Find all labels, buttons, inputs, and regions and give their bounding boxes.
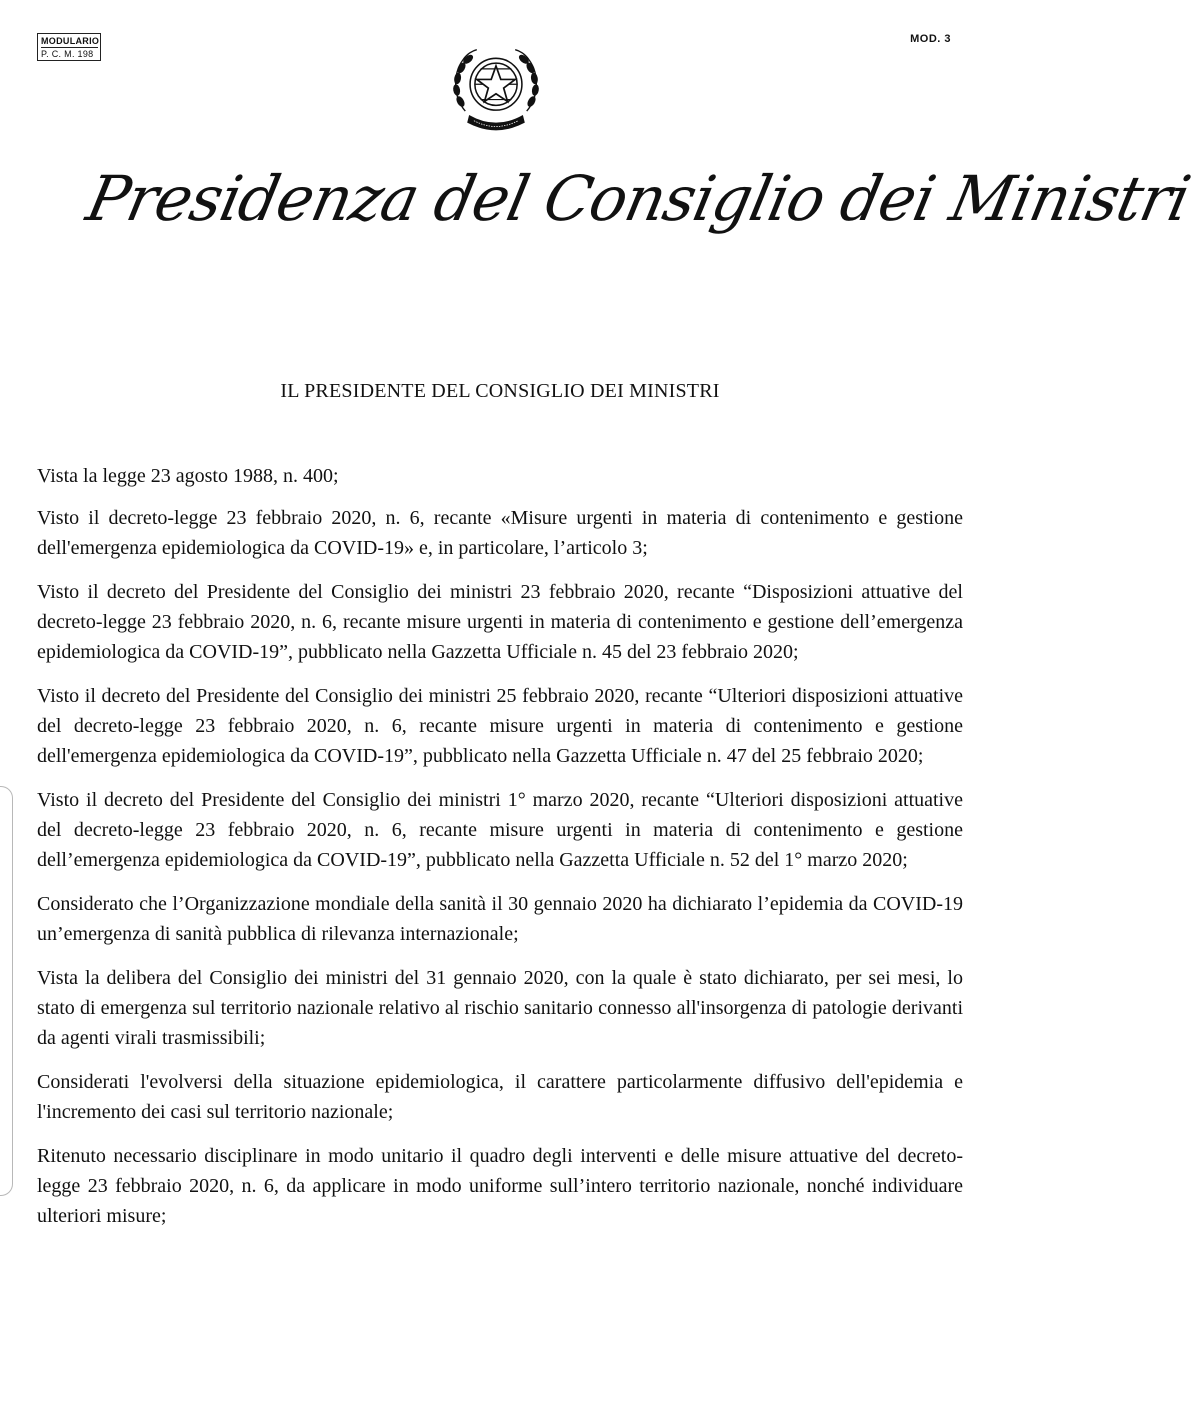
document-title: IL PRESIDENTE DEL CONSIGLIO DEI MINISTRI: [280, 380, 720, 402]
paragraph: Visto il decreto del Presidente del Consiglio dei ministri 25 febbraio 2020, recante “Ulteriori disposizioni attuative del decreto-legge 23 febbraio 2020, n. 6, recante misure urgenti in materia di contenimento e gestione dell'emergenza epidemiologica da COVID-19”, pubblicato nella Gazzetta Ufficiale n. 47 del 25 febbraio 2020;: [37, 685, 963, 767]
paragraph: Considerato che l’Organizzazione mondiale della sanità il 30 gennaio 2020 ha dichiarato l’epidemia da COVID-19 un’emergenza di sanità pubblica di rilevanza internazionale;: [37, 893, 963, 945]
paragraph: Visto il decreto del Presidente del Consiglio dei ministri 1° marzo 2020, recante “Ulteriori disposizioni attuative del decreto-legge 23 febbraio 2020, n. 6, recante misure urgenti in materia di contenimento e gestione dell’emergenza epidemiologica da COVID-19”, pubblicato nella Gazzetta Ufficiale n. 52 del 1° marzo 2020;: [37, 789, 963, 871]
paragraph: Visto il decreto-legge 23 febbraio 2020, n. 6, recante «Misure urgenti in materia di contenimento e gestione dell'emergenza epidemiologica da COVID-19» e, in particolare, l’articolo 3;: [37, 507, 963, 559]
mod-number: MOD. 3: [910, 33, 951, 45]
paragraph: Ritenuto necessario disciplinare in modo unitario il quadro degli interventi e delle misure attuative del decreto-legge 23 febbraio 2020, n. 6, da applicare in modo uniforme sull’intero territorio nazionale, nonché individuare ulteriori misure;: [37, 1145, 963, 1227]
republic-emblem-icon: [448, 42, 544, 138]
document-body: [37, 461, 963, 1245]
paragraph: Vista la legge 23 agosto 1988, n. 400;: [37, 465, 339, 487]
page-edge-bracket: [0, 786, 13, 1196]
letterhead-text: Presidenza del Consiglio dei Ministri: [80, 162, 1196, 235]
modulario-line2: P. C. M. 198: [41, 47, 98, 60]
modulario-stamp: [37, 33, 101, 61]
modulario-line1: MODULARIO: [41, 36, 100, 46]
letterhead: [70, 148, 1196, 288]
paragraph: Considerati l'evolversi della situazione epidemiologica, il carattere particolarmente diffusivo dell'epidemia e l'incremento dei casi sul territorio nazionale;: [37, 1071, 963, 1123]
paragraph: Vista la delibera del Consiglio dei ministri del 31 gennaio 2020, con la quale è stato dichiarato, per sei mesi, lo stato di emergenza sul territorio nazionale relativo al rischio sanitario connesso all'insorgenza di patologie derivanti da agenti virali trasmissibili;: [37, 967, 963, 1049]
paragraph: Visto il decreto del Presidente del Consiglio dei ministri 23 febbraio 2020, recante “Disposizioni attuative del decreto-legge 23 febbraio 2020, n. 6, recante misure urgenti in materia di contenimento e gestione dell’emergenza epidemiologica da COVID-19”, pubblicato nella Gazzetta Ufficiale n. 45 del 23 febbraio 2020;: [37, 581, 963, 663]
